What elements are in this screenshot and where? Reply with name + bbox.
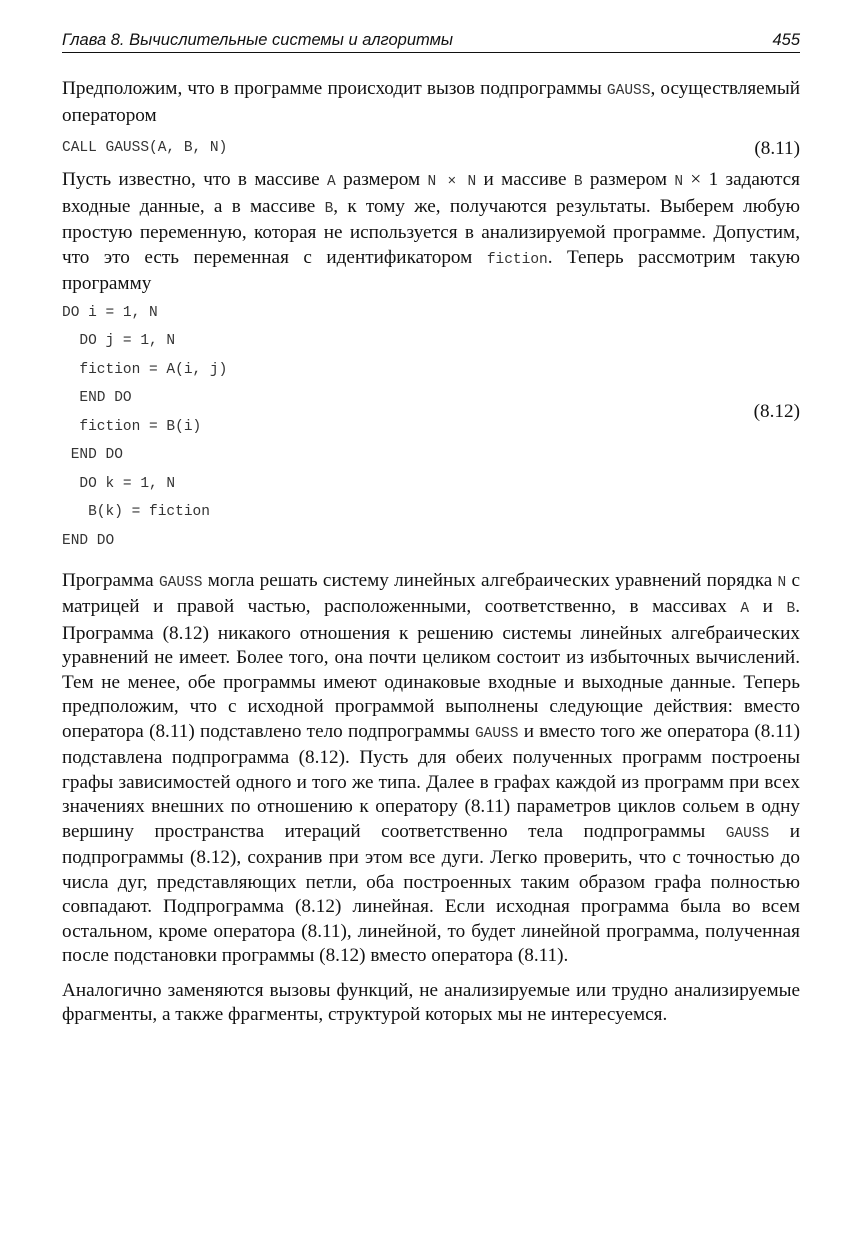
code-line: fiction = B(i) xyxy=(62,418,202,435)
running-header xyxy=(62,26,800,53)
paragraph-discussion: Программа GAUSS могла решать систему линейных алгебраических уравнений порядка N с матрицей и правой частью, расположенными, соответственно, в массивах A и B. Программа (8.12) никакого отношения к решению системы линейных алгебраических уравнений не имеет. Более того, она почти целиком состоит из избыточных вычислений. Тем не менее, обе программы имеют одинаковые входные и выходные данные. Теперь предположим, что с исходной программой выполнены следующие действия: вместо оператора (8.11) подставлено тело подпрограммы GAUSS и вместо того же оператора (8.11) подставлена подпрограмма (8.12). Пусть для обеих полученных программ построены графы зависимостей одного и того же типа. Далее в графах каждой из программ при всех значениях внешних по отношению к оператору (8.11) параметров циклов сольем в одну вершину пространства итераций соответственно тела подпрограммы GAUSS и подпрограммы (8.12), сохранив при этом все дуги. Легко проверить, что с точностью до числа дуг, представляющих петли, оба построенных таким образом графа полностью совпадают. Подпрограмма (8.12) линейная. Если исходная программа была во всем остальном, кроме оператора (8.11), линейной, то будет линейной программа, полученная после подстановки программы (8.12) вместо оператора (8.11). xyxy=(62,569,800,966)
code-gauss: GAUSS xyxy=(606,83,651,99)
paragraph-arrays: Пусть известно, что в массиве A размером N × N и массиве B размером N × 1 задаются входные данные, а в массиве B, к тому же, получаются результаты. Выберем любую простую переменную, которая не используется в анализируемой программе. Допустим, что это есть переменная с идентификатором fiction. Теперь рассмотрим такую программу xyxy=(62,169,801,294)
equation-8-11 xyxy=(62,136,800,164)
code-listing-8-12 xyxy=(62,305,800,555)
chapter-title: Глава 8. Вычислительные системы и алгоритмы xyxy=(62,31,454,49)
book-page xyxy=(62,26,800,1028)
paragraph-conclusion: Аналогично заменяются вызовы функций, не анализируемые или трудно анализируемые фрагменты, а также фрагменты, структурой которых мы не интересуемся. xyxy=(62,979,800,1025)
equation-number: (8.12) xyxy=(753,400,800,422)
equation-number: (8.11) xyxy=(754,138,800,159)
call-statement: CALL GAUSS(A, B, N) xyxy=(62,140,228,156)
page-number: 455 xyxy=(772,31,800,49)
code-line: fiction = A(i, j) xyxy=(62,361,228,378)
code-line: END DO xyxy=(62,532,115,549)
paragraph-intro: Предположим, что в программе происходит вызов подпрограммы GAUSS, осуществляемый оператором xyxy=(62,78,800,126)
code-line: DO j = 1, N xyxy=(62,333,176,349)
code-line: END DO xyxy=(62,390,132,406)
code-line: DO k = 1, N xyxy=(62,475,176,492)
code-line: END DO xyxy=(62,447,123,463)
code-line: B(k) = fiction xyxy=(62,504,210,520)
code-line: DO i = 1, N xyxy=(62,304,158,321)
